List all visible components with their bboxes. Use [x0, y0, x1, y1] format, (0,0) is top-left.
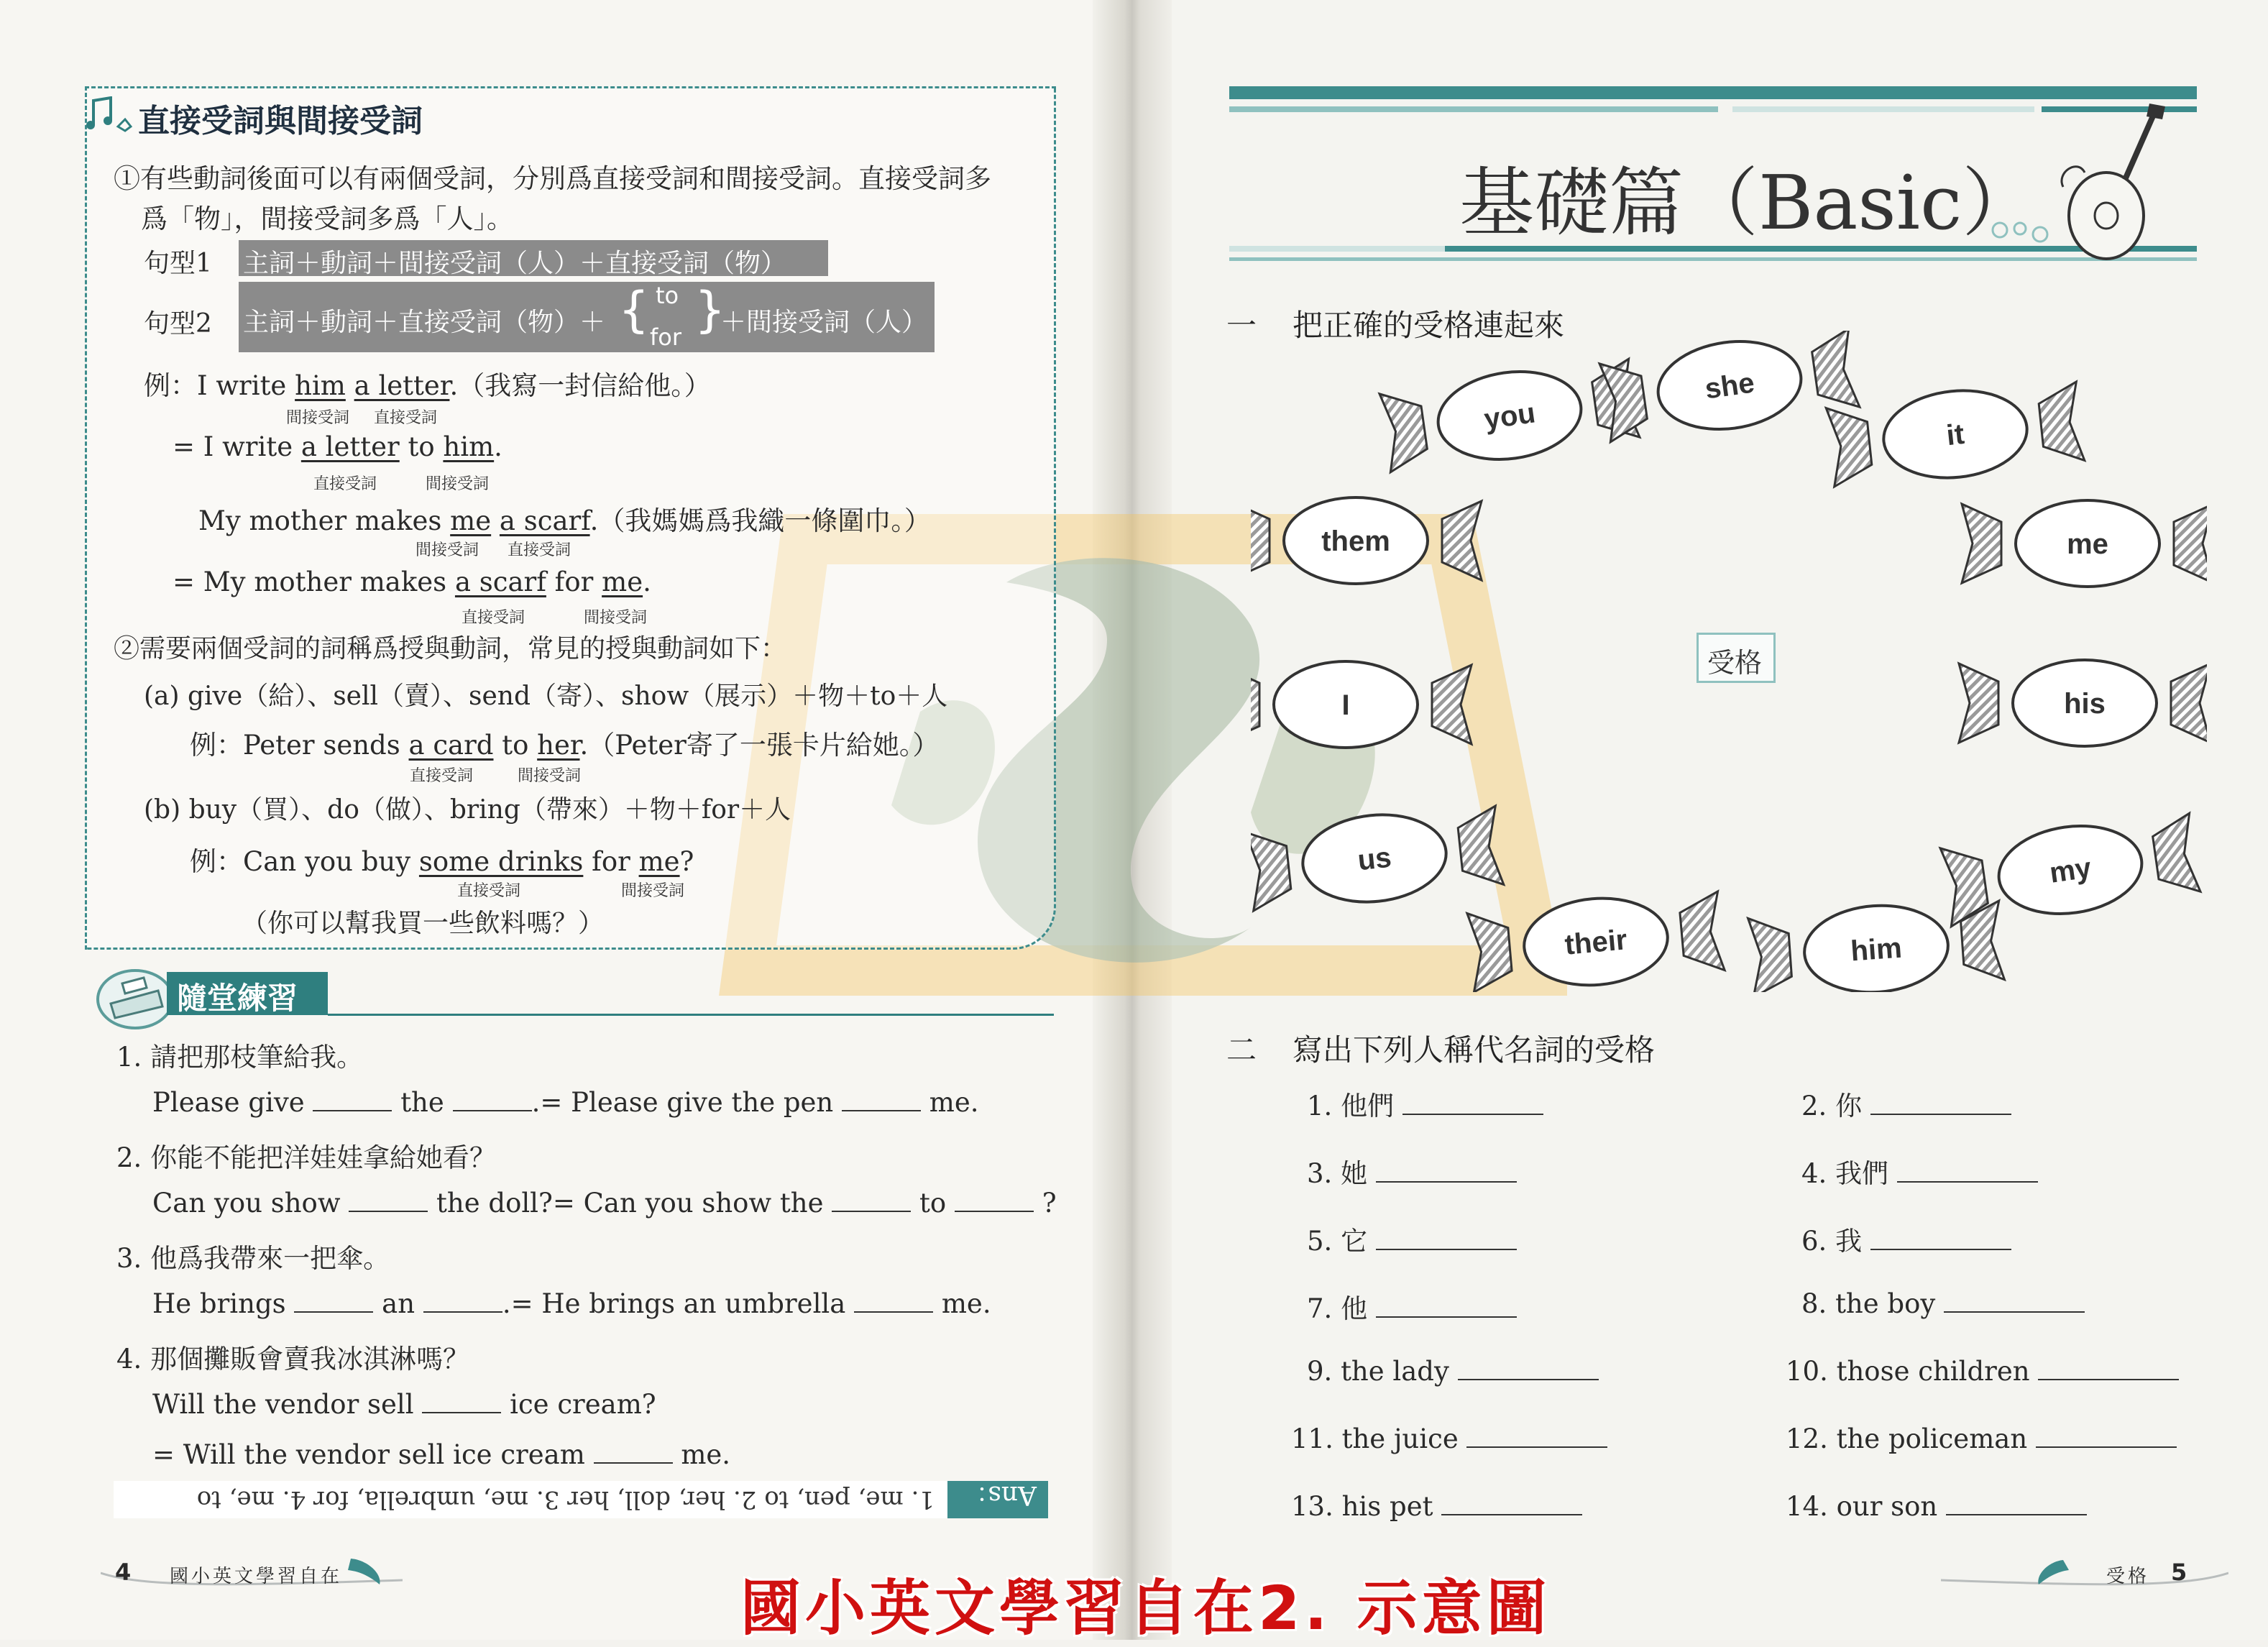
example-6-cn: （你可以幫我買一些飲料嗎？） [242, 909, 605, 938]
practice-rule [328, 1014, 1054, 1016]
example-5: 例：Peter sends a card to her.（Peter寄了一張卡片給她。） [190, 730, 940, 761]
item-2: 2. 你 [1801, 1084, 2011, 1123]
svg-text:them: them [1321, 526, 1390, 557]
candy-it[interactable] [1826, 378, 2085, 490]
q1-blank-1[interactable] [313, 1086, 392, 1111]
pattern1-bar [239, 240, 828, 276]
ex2-direct-label: 直接受詞 [313, 475, 377, 493]
ex1-him: him [295, 370, 346, 401]
item-1-blank[interactable] [1402, 1089, 1543, 1115]
item-8: 8. the boy [1801, 1287, 2085, 1319]
ex3-me: me [450, 505, 492, 536]
page-number-right: 5 [2171, 1559, 2187, 1586]
svg-text:us: us [1356, 841, 1393, 877]
section-title: 直接受詞與間接受詞 [138, 103, 423, 139]
item-9-blank[interactable] [1458, 1354, 1599, 1380]
item-4-blank[interactable] [1897, 1157, 2038, 1183]
section2-title: 寫出下列人稱代名詞的受格 [1293, 1032, 1656, 1068]
svg-text:I: I [1341, 689, 1350, 721]
item-10-blank[interactable] [2038, 1354, 2179, 1380]
svg-text:she: she [1702, 367, 1757, 405]
ex1-post: .（我寫一封信給他。） [449, 370, 711, 401]
ex3-direct-label: 直接受詞 [508, 541, 571, 559]
item-6: 6. 我 [1801, 1219, 2011, 1258]
item-13: 13. his pet [1291, 1490, 1582, 1522]
ans-text: 1. me, pen, to 2. her, doll, her 3. me, umbrella, for 4. me, to [196, 1485, 935, 1514]
q4-blank-2[interactable] [594, 1438, 673, 1464]
practice-title: 隨堂練習 [177, 981, 298, 1016]
practice-banner [167, 972, 328, 1015]
pattern2-to: to [656, 282, 679, 309]
example-2: = I write a letter to him. [173, 431, 502, 462]
item-5: 5. 它 [1307, 1219, 1517, 1258]
rule1-line1: ①有些動詞後面可以有兩個受詞，分別爲直接受詞和間接受詞。直接受詞多 [114, 163, 991, 194]
header-title: 基礎篇（Basic） [1459, 159, 2037, 247]
candy-me[interactable] [1962, 500, 2207, 587]
item-11-blank[interactable] [1466, 1422, 1607, 1448]
svg-text:you: you [1482, 397, 1538, 436]
rule2a: (a) give（給）、sell（賣）、send（寄）、show（展示）＋物＋to＋人 [144, 682, 948, 711]
q1-cn: 1. 請把那枝筆給我。 [116, 1042, 364, 1073]
candy-you[interactable] [1379, 355, 1640, 476]
section2-number: 二 [1226, 1032, 1257, 1068]
item-5-blank[interactable] [1376, 1224, 1517, 1250]
example-3: My mother makes me a scarf.（我媽媽爲我織一條圍巾。） [198, 505, 931, 536]
candy-his[interactable] [1959, 660, 2207, 746]
pattern2-label: 句型2 [144, 309, 212, 339]
candy-them[interactable] [1251, 497, 1482, 584]
q4-en-2: = Will the vendor sell ice cream me. [152, 1439, 731, 1470]
music-note-icon [86, 96, 132, 132]
q2-cn: 2. 你能不能把洋娃娃拿給她看？ [116, 1142, 497, 1173]
svg-text:it: it [1945, 418, 1966, 452]
center-label: 受格 [1707, 647, 1763, 679]
item-13-blank[interactable] [1441, 1490, 1582, 1515]
candy-us[interactable] [1251, 802, 1504, 914]
item-1: 1. 他們 [1307, 1084, 1543, 1123]
item-7-blank[interactable] [1376, 1292, 1517, 1318]
section1-title: 把正確的受格連起來 [1293, 308, 1565, 343]
footer-chapter-title: 受格 [2106, 1566, 2150, 1587]
rule1-line2: 爲「物」，間接受詞多爲「人」。 [141, 203, 513, 234]
section1-number: 一 [1226, 308, 1257, 343]
item-10: 10. those children [1786, 1354, 2179, 1387]
ex3-indirect-label: 間接受詞 [416, 541, 479, 559]
ex5-indirect-label: 間接受詞 [518, 767, 582, 785]
page-number-left: 4 [115, 1559, 132, 1586]
candy-their[interactable] [1466, 888, 1725, 992]
ans-label: Ans： [962, 1480, 1037, 1510]
ex6-drinks: some drinks [418, 846, 584, 877]
ex2-him: him [443, 431, 495, 462]
q2-en: Can you show the doll?= Can you show the to ? [152, 1188, 1057, 1219]
q2-blank-3[interactable] [955, 1186, 1034, 1212]
item-3-blank[interactable] [1376, 1157, 1517, 1183]
practice-icon [93, 962, 177, 1031]
footer-book-title: 國小英文學習自在 [170, 1566, 343, 1587]
ex5-direct-label: 直接受詞 [410, 767, 474, 785]
q4-blank-1[interactable] [422, 1387, 501, 1413]
q4-en: Will the vendor sell ice cream? [152, 1389, 656, 1420]
svg-text:his: his [2064, 688, 2106, 720]
item-7: 7. 他 [1307, 1287, 1517, 1326]
ex4-direct-label: 直接受詞 [462, 609, 525, 627]
rule2b: (b) buy（買）、do（做）、bring（帶來）＋物＋for＋人 [144, 795, 791, 825]
example-label: 例： [144, 370, 197, 401]
q3-blank-2[interactable] [423, 1287, 502, 1313]
item-3: 3. 她 [1307, 1152, 1517, 1190]
q3-blank-1[interactable] [294, 1287, 373, 1313]
item-2-blank[interactable] [1870, 1089, 2011, 1115]
ex1-direct-label: 直接受詞 [374, 409, 438, 427]
answer-rotated [114, 1481, 1048, 1518]
caption: 國小英文學習自在2. 示意圖 [740, 1573, 1551, 1643]
q1-blank-3[interactable] [842, 1086, 921, 1111]
item-6-blank[interactable] [1870, 1224, 2011, 1250]
q1-en: Please give the .= Please give the pen me. [152, 1087, 979, 1118]
item-12-blank[interactable] [2036, 1422, 2177, 1448]
mandolin-icon [2056, 101, 2171, 266]
ex1-letter: a letter [354, 370, 450, 401]
ex2-indirect-label: 間接受詞 [426, 475, 490, 493]
ex1-indirect-label: 間接受詞 [286, 409, 350, 427]
item-8-blank[interactable] [1944, 1287, 2085, 1313]
ex1-pre: I write [197, 370, 295, 401]
item-14-blank[interactable] [1946, 1490, 2087, 1515]
pattern2-bar [239, 282, 935, 352]
left-brace: { [618, 282, 650, 339]
q2-blank-2[interactable] [832, 1186, 911, 1212]
pattern2-text-a: 主詞＋動詞＋直接受詞（物）＋ [243, 308, 606, 337]
q1-blank-2[interactable] [453, 1086, 532, 1111]
q3-blank-3[interactable] [854, 1287, 933, 1313]
right-brace: } [694, 282, 726, 339]
candy-I[interactable] [1251, 661, 1472, 748]
ex4-indirect-label: 間接受詞 [584, 609, 648, 627]
pattern1-label: 句型1 [144, 249, 212, 278]
ex6-indirect-label: 間接受詞 [621, 882, 685, 900]
item-11: 11. the juice [1291, 1422, 1607, 1454]
example-6: 例：Can you buy some drinks for me? [190, 846, 694, 877]
q4-cn: 4. 那個攤販會賣我冰淇淋嗎？ [116, 1344, 470, 1375]
svg-text:my: my [2047, 852, 2093, 889]
q2-blank-1[interactable] [349, 1186, 428, 1212]
center-label-box [1697, 633, 1776, 683]
pattern2-text-b: ＋間接受詞（人） [720, 308, 928, 337]
candy-she[interactable] [1599, 331, 1860, 446]
item-14: 14. our son [1786, 1490, 2087, 1522]
pattern2-for: for [650, 324, 681, 351]
svg-text:me: me [2067, 528, 2108, 560]
example-1 [144, 364, 711, 403]
rule2: ②需要兩個受詞的詞稱爲授與動詞，常見的授與動詞如下： [114, 634, 787, 664]
ex5-card: a card [408, 730, 494, 761]
ex2-letter: a letter [300, 431, 400, 462]
ex6-me: me [638, 846, 680, 877]
pattern1-text: 主詞＋動詞＋間接受詞（人）＋直接受詞（物） [243, 249, 787, 278]
item-12: 12. the policeman [1786, 1422, 2177, 1454]
answer-strip [114, 1481, 1048, 1518]
ex4-scarf: a scarf [454, 566, 546, 597]
ex6-direct-label: 直接受詞 [457, 882, 521, 900]
q3-cn: 3. 他爲我帶來一把傘。 [116, 1243, 390, 1274]
ex3-scarf: a scarf [499, 505, 590, 536]
item-9: 9. the lady [1307, 1354, 1599, 1387]
q3-en: He brings an .= He brings an umbrella me. [152, 1288, 991, 1319]
ex4-me: me [602, 566, 643, 597]
item-4: 4. 我們 [1801, 1152, 2038, 1190]
svg-text:him: him [1850, 932, 1904, 968]
svg-text:their: their [1563, 924, 1629, 961]
example-4: = My mother makes a scarf for me. [173, 566, 651, 597]
ex5-her: her [537, 730, 580, 761]
